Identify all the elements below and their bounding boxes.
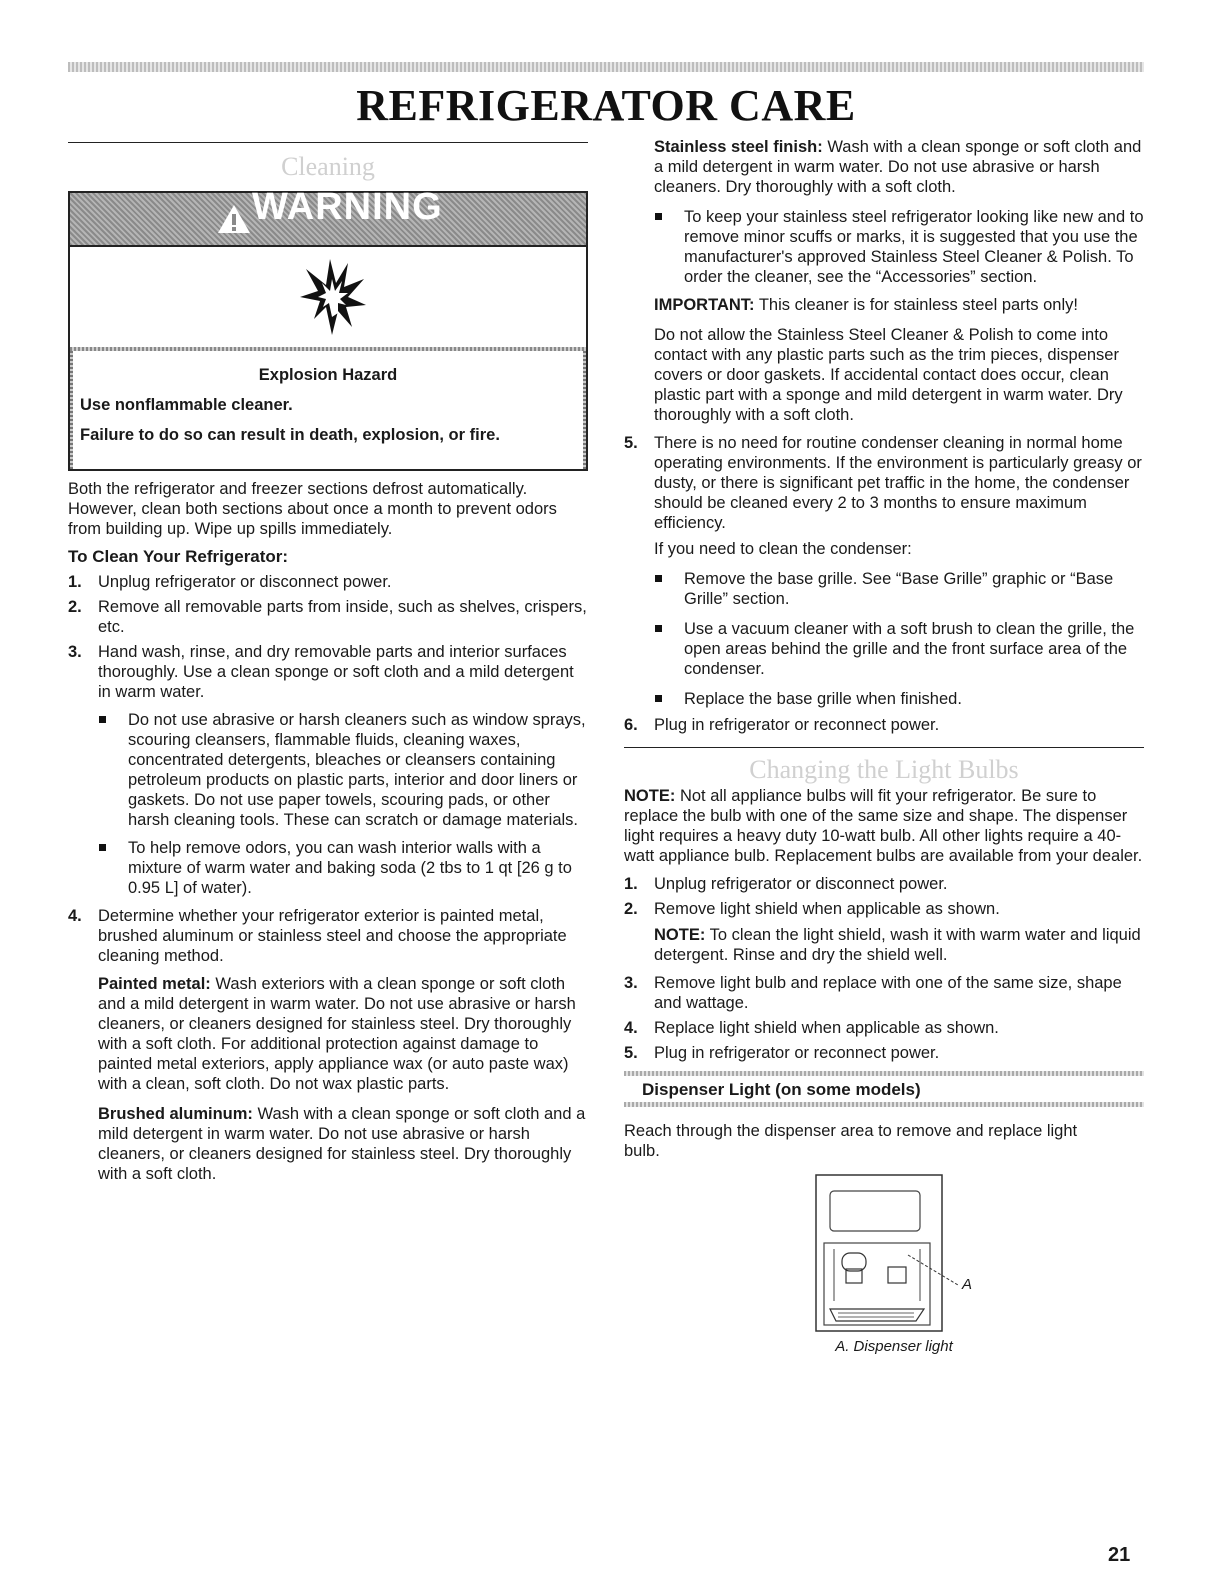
step-number: 5. [624, 434, 638, 452]
dispenser-top-rule [624, 1071, 1144, 1076]
step-text: Remove light shield when applicable as shown. [654, 900, 1000, 918]
note2-text: To clean the light shield, wash it with warm water and liquid detergent. Rinse and dry the shield well. [654, 926, 1141, 964]
step-item [624, 874, 1144, 894]
top-decorative-rule [68, 62, 1144, 72]
contact-paragraph: Do not allow the Stainless Steel Cleaner & Polish to come into contact with any plastic parts such as the trim pieces, dispenser covers or door gaskets. If accidental contact does occur, clean plastic part with a sponge and mild detergent in warm water. Dry thoroughly with a soft cloth. [654, 326, 1123, 424]
condenser-intro: If you need to clean the condenser: [654, 540, 912, 558]
cleaning-heading: Cleaning [281, 152, 375, 181]
bullet-square-icon [654, 207, 684, 287]
right-column [624, 137, 1144, 1355]
stainless-label: Stainless steel finish: [654, 138, 823, 156]
note-label: NOTE: [624, 787, 676, 805]
step-item [624, 1018, 1144, 1038]
step-text: Determine whether your refrigerator exterior is painted metal, brushed aluminum or stainless steel and choose the appropriate cleaning method. [98, 907, 567, 965]
dispenser-paragraph: Reach through the dispenser area to remove and replace light bulb. [624, 1122, 1078, 1160]
brushed-aluminum-label: Brushed aluminum: [98, 1105, 253, 1123]
step-number: 3. [68, 643, 82, 661]
step-number: 2. [624, 900, 638, 918]
bullet-item [98, 710, 588, 830]
step-number: 2. [68, 598, 82, 616]
page-number: 21 [1108, 1544, 1131, 1566]
warning-box [68, 186, 588, 471]
step-item [68, 642, 588, 702]
step-number: 6. [624, 716, 638, 734]
step-item [624, 433, 1144, 533]
important-paragraph [654, 295, 1144, 315]
figure-caption: A. Dispenser light [835, 1338, 953, 1355]
painted-metal-text: Wash exteriors with a clean sponge or soft cloth and a mild detergent in warm water. Do not use abrasive or harsh cleaners, or cleaners designed for stainless steel. Dry thoroughly with a soft cloth. For additional protection against damage to painted metal exteriors, apply appliance wax (or auto paste wax) with a clean, soft cloth. Do not wax plastic parts. [98, 975, 576, 1093]
bullet-item [654, 619, 1144, 679]
bullet-text: To help remove odors, you can wash interior walls with a mixture of warm water and baking soda (2 tbs to 1 qt [26 g to 0.95 L] of water). [128, 839, 572, 897]
step-item [624, 899, 1144, 919]
section-rule [68, 142, 588, 143]
step-item [68, 906, 588, 966]
step-text: Remove light bulb and replace with one of the same size, shape and wattage. [654, 974, 1122, 1012]
step-text: Unplug refrigerator or disconnect power. [98, 573, 392, 591]
note2-label: NOTE: [654, 926, 706, 944]
step-item [68, 572, 588, 592]
stainless-paragraph [654, 137, 1144, 197]
clean-subhead: To Clean Your Refrigerator: [68, 547, 289, 566]
warning-line-2: Failure to do so can result in death, explosion, or fire. [80, 426, 500, 444]
step-text: Unplug refrigerator or disconnect power. [654, 875, 948, 893]
step-text: Replace light shield when applicable as shown. [654, 1019, 999, 1037]
step-text: Plug in refrigerator or reconnect power. [654, 716, 940, 734]
bullet-item [654, 207, 1144, 287]
dispenser-figure [624, 1173, 1144, 1355]
step-text: Remove all removable parts from inside, such as shelves, crispers, etc. [98, 598, 587, 636]
bullet-square-icon [654, 619, 684, 679]
section-rule [624, 747, 1144, 748]
note2-paragraph [654, 925, 1144, 965]
warning-title: WARNING [252, 186, 443, 228]
bullet-text: Remove the base grille. See “Base Grille” graphic or “Base Grille” section. [684, 570, 1114, 608]
bullet-text: Use a vacuum cleaner with a soft brush to clean the grille, the open areas behind the grille and the front surface area of the condenser. [684, 620, 1135, 678]
important-text: This cleaner is for stainless steel parts only! [758, 296, 1078, 314]
note-text: Not all appliance bulbs will fit your refrigerator. Be sure to replace the bulb with one of the same size and shape. The dispenser light requires a heavy duty 10-watt bulb. All other lights require a 40-watt appliance bulb. Replacement bulbs are available from your dealer. [624, 787, 1143, 865]
step-number: 1. [624, 875, 638, 893]
important-label: IMPORTANT: [654, 296, 755, 314]
warning-hazard: Explosion Hazard [258, 366, 398, 384]
step-text: Hand wash, rinse, and dry removable parts and interior surfaces thoroughly. Use a clean sponge or soft cloth and a mild detergent in warm water. [98, 643, 574, 701]
brushed-aluminum-paragraph [98, 1104, 588, 1184]
step-number: 4. [624, 1019, 638, 1037]
painted-metal-paragraph [98, 974, 588, 1094]
dispenser-bottom-rule [624, 1102, 1144, 1107]
warning-band [70, 347, 586, 351]
left-column [68, 142, 588, 1184]
figure-label-a: A [962, 1276, 973, 1293]
bullet-square-icon [654, 569, 684, 609]
dispenser-light-diagram [808, 1173, 978, 1333]
step-number: 1. [68, 573, 82, 591]
bullet-text: To keep your stainless steel refrigerator looking like new and to remove minor scuffs or marks, it is suggested that you use the manufacturer's approved Stainless Steel Cleaner & Polish. To order the cleaner, see the “Accessories” section. [684, 208, 1144, 286]
intro-paragraph: Both the refrigerator and freezer sections defrost automatically. However, clean both sections about once a month to prevent odors from building up. Wipe up spills immediately. [68, 480, 557, 538]
warning-icon-area [70, 247, 586, 347]
bullet-item [654, 689, 1144, 709]
explosion-icon [296, 257, 368, 337]
step-item [624, 715, 1144, 735]
warning-text [70, 353, 586, 445]
step-number: 4. [68, 907, 82, 925]
light-bulbs-heading: Changing the Light Bulbs [749, 755, 1019, 784]
bullet-item [98, 838, 588, 898]
step-number: 5. [624, 1044, 638, 1062]
bullet-square-icon [98, 838, 128, 898]
warning-line-1: Use nonflammable cleaner. [80, 396, 293, 414]
stainless-text: Wash with a clean sponge or soft cloth and a mild detergent in warm water. Do not use abrasive or harsh cleaners. Dry thoroughly with a soft cloth. [654, 138, 1142, 196]
step-item [624, 1043, 1144, 1063]
warning-triangle-icon [216, 203, 252, 235]
step-item [68, 597, 588, 637]
bullet-square-icon [654, 689, 684, 709]
step-item [624, 973, 1144, 1013]
bullet-item [654, 569, 1144, 609]
bullet-text: Do not use abrasive or harsh cleaners such as window sprays, scouring cleansers, flammable fluids, cleaning waxes, concentrated detergents, bleaches or cleansers containing petroleum products on plastic parts, interior and door liners or gaskets. Do not use paper towels, scouring pads, or other harsh cleaning tools. These can scratch or damage materials. [128, 711, 586, 829]
step-text: Plug in refrigerator or reconnect power. [654, 1044, 940, 1062]
warning-header [70, 186, 586, 247]
note-paragraph [624, 786, 1144, 866]
dispenser-heading: Dispenser Light (on some models) [642, 1080, 921, 1099]
step-number: 3. [624, 974, 638, 992]
page-title: REFRIGERATOR CARE [356, 81, 856, 130]
bullet-text: Replace the base grille when finished. [684, 690, 962, 708]
step-text: There is no need for routine condenser cleaning in normal home operating environments. If the environment is particularly greasy or dusty, or there is significant pet traffic in the home, the condenser should be cleaned every 2 to 3 months to ensure maximum efficiency. [654, 434, 1142, 532]
brushed-aluminum-text: Wash with a clean sponge or soft cloth and a mild detergent in warm water. Do not use abrasive or harsh cleaners, or cleaners designed for stainless steel. Dry thoroughly with a soft cloth. [98, 1105, 586, 1183]
bullet-square-icon [98, 710, 128, 830]
painted-metal-label: Painted metal: [98, 975, 211, 993]
